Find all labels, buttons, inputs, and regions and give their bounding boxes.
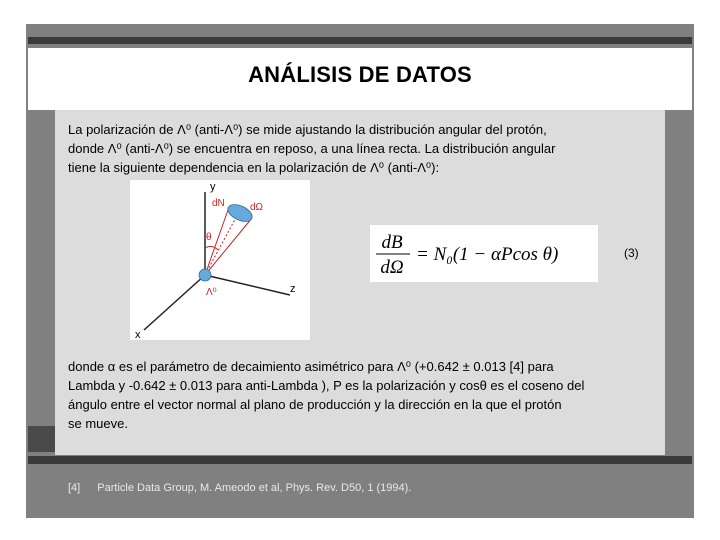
x-axis-label: x: [135, 329, 141, 340]
intro-paragraph: [68, 120, 648, 177]
formula-numerator: dB: [381, 232, 403, 253]
bottom-bar: [28, 456, 692, 464]
footnote-text: Particle Data Group, M. Ameodo et al, Phys. Rev. D50, 1 (1994).: [97, 482, 412, 494]
intro-line: donde Λ⁰ (anti-Λ⁰) se encuentra en reposo, a una línea recta. La distribución angular: [68, 141, 556, 156]
formula-denominator: dΩ: [380, 257, 404, 278]
intro-line: La polarización de Λ⁰ (anti-Λ⁰) se mide ajustando la distribución angular del protón,: [68, 122, 547, 137]
top-bar: [28, 37, 692, 44]
equation-number: (3): [624, 246, 639, 260]
formula-rhs: = N₀(1 − αPcos θ): [416, 244, 559, 265]
body-paragraph: [68, 357, 648, 433]
y-axis-label: y: [210, 181, 216, 193]
theta-arc: [205, 246, 218, 250]
corner-block-left: [28, 426, 56, 452]
dOmega-label: dΩ: [250, 202, 264, 213]
z-axis: [205, 275, 290, 295]
body-line: ángulo entre el vector normal al plano de producción y la dirección en la que el protón: [68, 397, 562, 412]
formula: [370, 225, 598, 282]
formula-box: [370, 225, 598, 282]
dN-label: dN: [212, 198, 225, 209]
footnote: [68, 482, 411, 494]
polarization-diagram: [130, 180, 310, 340]
theta-label: θ: [206, 232, 212, 243]
lambda-particle: [199, 269, 211, 281]
body-line: Lambda y -0.642 ± 0.013 para anti-Lambda ), P es la polarización y cosθ es el coseno del: [68, 378, 585, 393]
x-axis: [144, 275, 205, 330]
lambda-label: Λ⁰: [206, 287, 217, 298]
intro-line: tiene la siguiente dependencia en la polarización de Λ⁰ (anti-Λ⁰):: [68, 160, 440, 175]
diagram-svg: [130, 180, 310, 340]
body-line: donde α es el parámetro de decaimiento asimétrico para Λ⁰ (+0.642 ± 0.013 [4] para: [68, 359, 554, 374]
body-line: se mueve.: [68, 416, 128, 431]
page-title: ANÁLISIS DE DATOS: [248, 62, 472, 87]
z-axis-label: z: [290, 283, 296, 295]
footnote-ref: [4]: [68, 482, 81, 494]
